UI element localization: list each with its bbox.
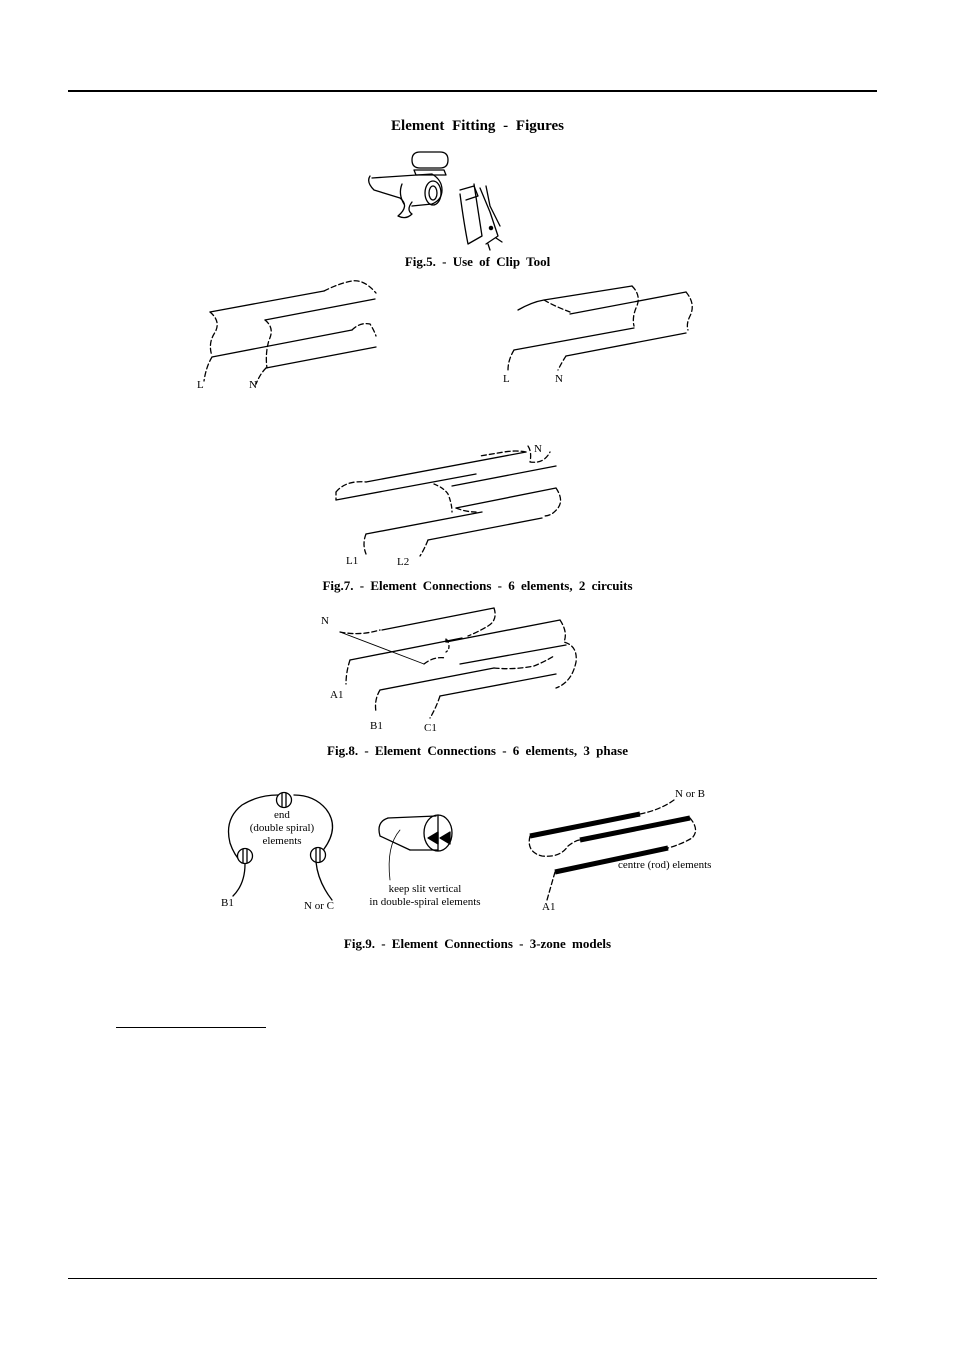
fig6-left-drawing — [204, 281, 376, 384]
fig9-label-b1: B1 — [221, 897, 234, 909]
fig7-label-n: N — [534, 443, 542, 455]
fig6-left-label-n: N — [249, 379, 257, 391]
footer-rule — [68, 1278, 877, 1279]
fig9-label-n-or-b: N or B — [675, 788, 705, 800]
fig8-caption: Fig.8. - Element Connections - 6 elements, 3 phase — [327, 743, 628, 758]
fig9-spiral-label-line2: (double spiral) — [249, 822, 315, 834]
fig9-spiral-label-line3: elements — [262, 835, 302, 847]
fig5-caption: Fig.5. - Use of Clip Tool — [404, 254, 551, 269]
fig6-right-label-n: N — [555, 373, 563, 385]
fig8-label-n: N — [321, 615, 329, 627]
fig9-label-a1: A1 — [542, 901, 556, 913]
fig9-slit-note-line2: in double-spiral elements — [369, 896, 481, 908]
fig9-caption: Fig.9. - Element Connections - 3-zone models — [343, 936, 612, 951]
fig9-spiral-label-line1: end — [274, 809, 290, 821]
page-heading: Element Fitting - Figures — [391, 118, 564, 134]
fig9-rod-elements-drawing — [529, 800, 695, 900]
fig9-slit-element-drawing — [379, 815, 452, 880]
fig9-centre-note: centre (rod) elements — [618, 859, 712, 871]
fig7-drawing — [336, 446, 561, 556]
fig7-label-l2: L2 — [397, 556, 410, 568]
fig9-spiral-label — [232, 809, 332, 848]
fig6-left-label-l: L — [197, 379, 204, 391]
fig8-drawing — [340, 608, 576, 718]
fig6-right-label-l: L — [503, 373, 510, 385]
fig7-label-l1: L1 — [346, 555, 359, 567]
fig9-label-n-or-c: N or C — [304, 900, 334, 912]
fig5-clip-tool-drawing — [369, 152, 502, 250]
fig7-caption: Fig.7. - Element Connections - 6 elements, 2 circuits — [322, 578, 633, 593]
section-underline — [116, 1027, 266, 1028]
fig9-slit-note — [355, 883, 495, 909]
fig6-right-drawing — [508, 286, 692, 370]
fig8-label-c1: C1 — [424, 722, 437, 734]
fig8-label-a1: A1 — [330, 689, 344, 701]
fig8-label-b1: B1 — [370, 720, 383, 732]
fig9-slit-note-line1: keep slit vertical — [388, 883, 462, 895]
